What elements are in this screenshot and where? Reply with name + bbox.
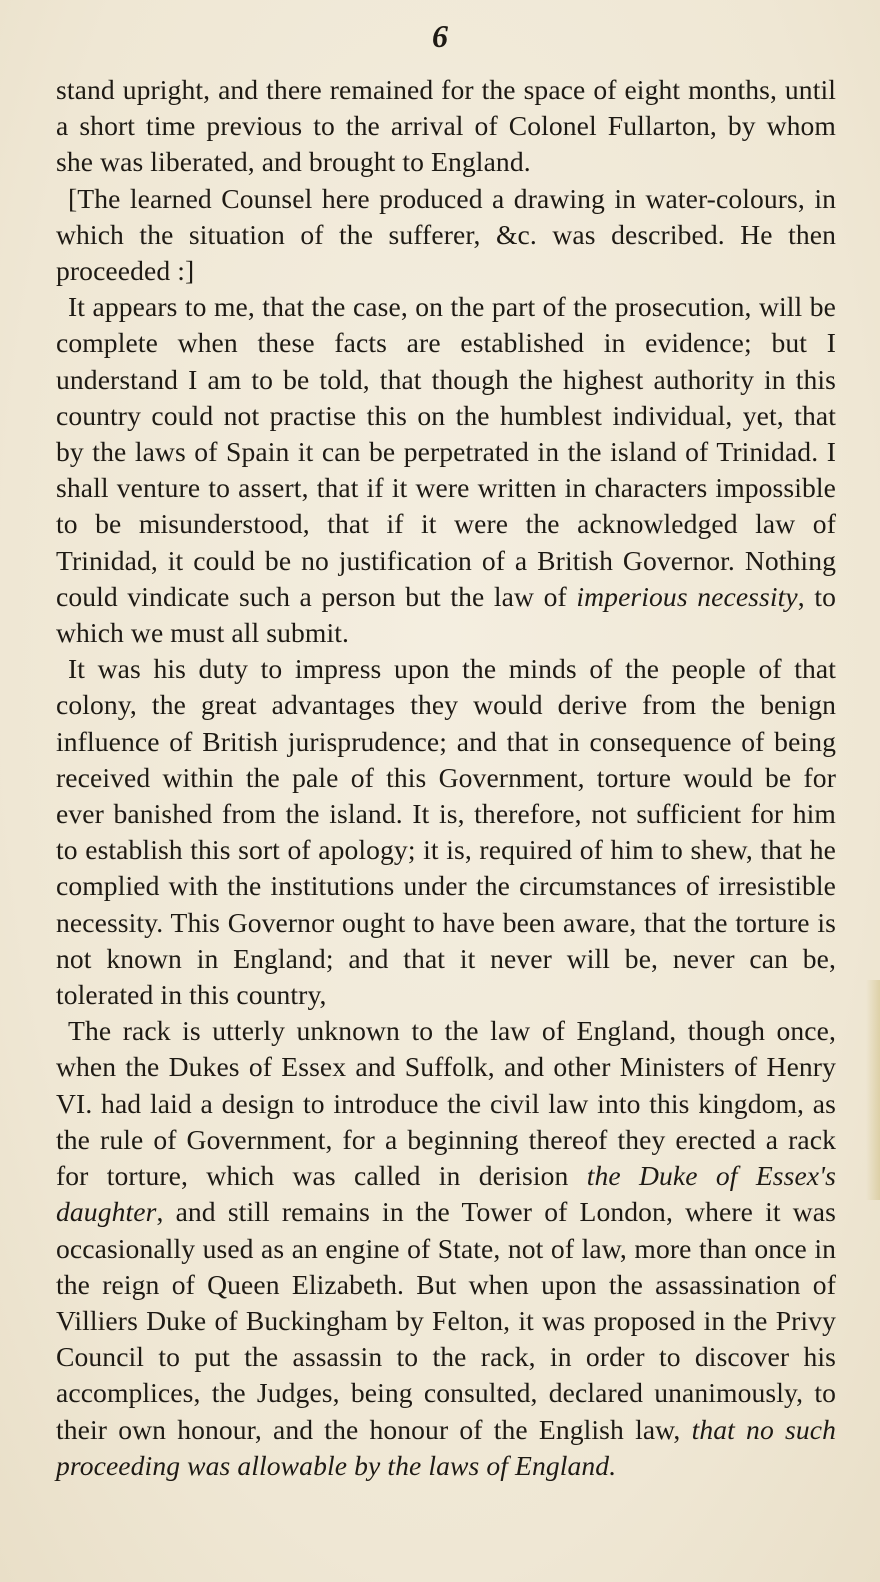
paragraph-4-text: It was his duty to impress upon the minds of the people of that colony, the great advantages they would derive from the benign influence of British jurisprudence; and that in consequence of being received within the pale of this Government, torture would be for ever banished from the island. It is, therefore, not sufficient for him to establish this sort of apology; it is, required of him to shew, that he complied with the institutions under the circumstances of irresistible necessity. This Governor ought to have been aware, that the torture is not known in England; and that it never will be, never can be, tolerated in this country, [56,653,836,1011]
paragraph-5 [56,1013,836,1484]
paragraph-2-text: [The learned Counsel here produced a drawing in water-colours, in which the situation of the sufferer, &c. was described. He then proceeded :] [56,182,836,287]
paragraph-3-text-a: It appears to me, that the case, on the part of the prosecution, will be complete when these facts are established in evidence; but I understand I am to be told, that though the highest authority in this country could not practise this on the humblest individual, yet, that by the laws of Spain it can be perpetrated in the island of Trinidad. I shall venture to assert, that if it were written in characters impossible to be misunderstood, that if it were the acknowledged law of Trinidad, it could be no justification of a British Governor. Nothing could vindicate such a person but the law of [56,291,836,612]
paragraph-3-italic: imperious necessity [576,580,798,612]
paragraph-3 [56,289,836,651]
paragraph-5-text-b: , and still remains in the Tower of London, where it was occasionally used as an engine of State, not of law, more than once in the reign of Queen Elizabeth. But when upon the assassination of Villiers Duke of Buckingham by Felton, it was proposed in the Privy Council to put the assassin to the rack, in order to discover his accomplices, the Judges, being consulted, declared unanimously, to their own honour, and the honour of the English law, [56,1196,836,1445]
paragraph-1-text: stand upright, and there remained for the space of eight months, until a short time previous to the arrival of Colonel Fullarton, by whom she was liberated, and brought to England. [56,74,836,178]
page-edge-stain [866,980,880,1200]
body-text [56,72,836,1484]
paragraph-5-text-a: The rack is utterly unknown to the law of England, though once, when the Dukes of Essex and Suffolk, and other Ministers of Henry VI. had laid a design to introduce the civil law into this kingdom, as the rule of Government, for a beginning thereof they erected a rack for torture, which was called in derision [56,1015,836,1192]
paragraph-4 [56,651,836,1013]
paragraph-1 [56,72,836,181]
paragraph-2 [56,181,836,290]
paragraph-3-text-b: , to which we must all submit. [56,580,836,649]
paragraph-5-italic-a: the Duke of Essex's daughter [56,1160,836,1228]
page-number: 6 [432,18,448,54]
paragraph-5-italic-b: that no such proceeding was allowable by the laws of England. [56,1413,836,1481]
